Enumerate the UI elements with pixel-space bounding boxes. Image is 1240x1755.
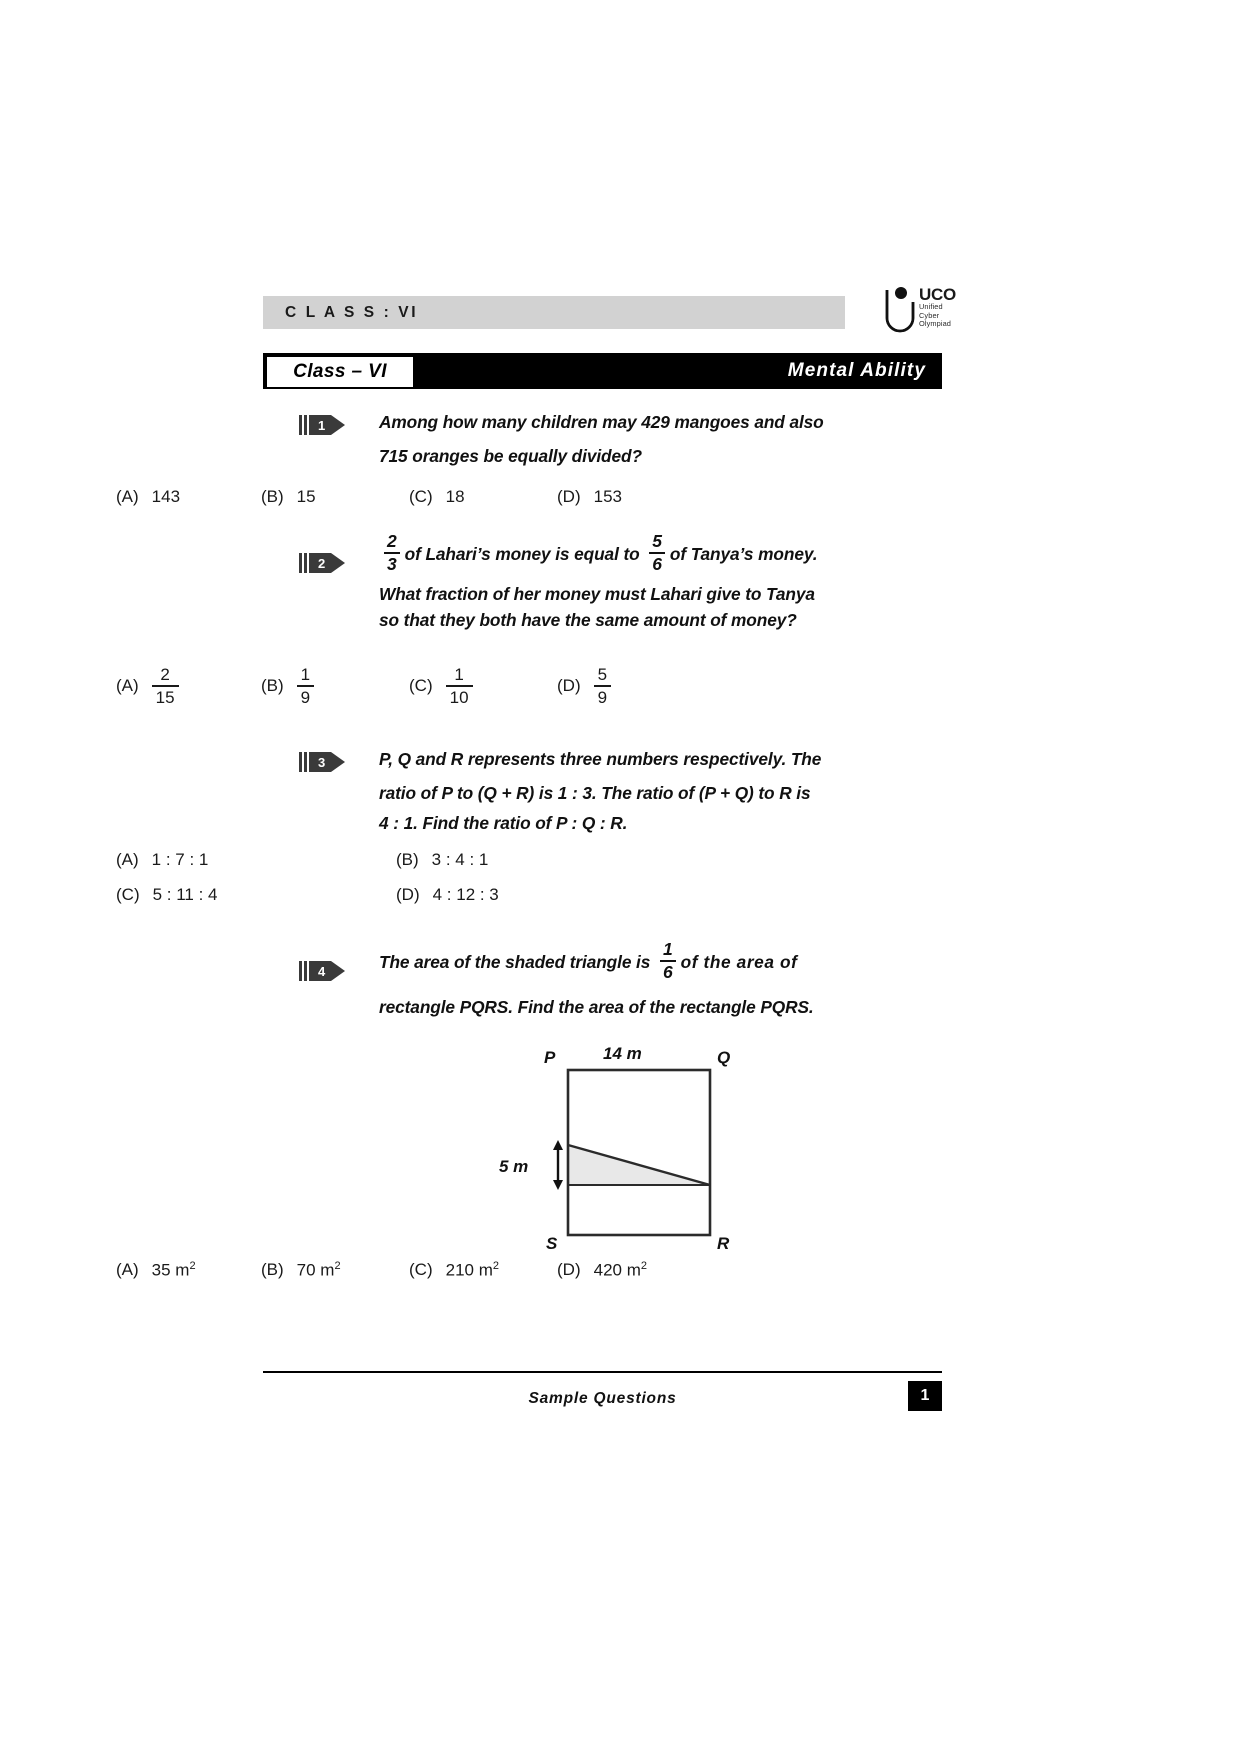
- svg-text:1: 1: [318, 418, 326, 433]
- question-marker-icon: [299, 747, 347, 777]
- option-1-b-value: 15: [296, 487, 316, 506]
- option-1-c[interactable]: [409, 487, 557, 507]
- question-2-body: [379, 530, 942, 633]
- option-4-b-letter: (B): [261, 1260, 284, 1280]
- option-3-c[interactable]: [116, 885, 396, 905]
- width-label: 14 m: [603, 1044, 642, 1063]
- page-number-badge: [908, 1381, 942, 1411]
- option-4-c[interactable]: [409, 1260, 557, 1281]
- height-label: 5 m: [499, 1157, 529, 1176]
- option-4-b[interactable]: [261, 1260, 409, 1281]
- fraction-numerator: 1: [454, 665, 464, 684]
- option-1-d-value: 153: [593, 487, 622, 506]
- question-2-stem-part-2: of Tanya’s money.: [669, 544, 818, 564]
- option-1-a[interactable]: [116, 487, 261, 507]
- uco-logo-line1: Unified: [919, 302, 943, 311]
- option-2-c[interactable]: [409, 666, 557, 706]
- fraction-numerator: 2: [387, 530, 397, 551]
- fraction-numerator: 5: [652, 530, 662, 551]
- option-2-c-value: [446, 666, 473, 706]
- fraction-denominator: 6: [652, 554, 662, 575]
- uco-logo-mark: [879, 285, 915, 337]
- option-3-d-letter: (D): [396, 885, 420, 904]
- class-tag: [267, 357, 413, 387]
- option-4-a[interactable]: [116, 1260, 261, 1281]
- fraction-one-sixth: [660, 938, 676, 983]
- option-2-b-value: [297, 666, 314, 706]
- question-4-stem-line-1: [379, 938, 942, 986]
- vertex-label-r: R: [717, 1234, 730, 1250]
- svg-text:2: 2: [318, 556, 326, 571]
- option-3-b-letter: (B): [396, 850, 419, 869]
- option-1-a-value: 143: [151, 487, 181, 506]
- question-marker-icon: [299, 410, 347, 440]
- option-2-a-letter: (A): [116, 675, 139, 695]
- option-3-d[interactable]: [396, 885, 499, 905]
- fraction-denominator: 10: [449, 687, 469, 707]
- section-title-bar: [263, 353, 942, 389]
- option-3-b[interactable]: [396, 850, 488, 870]
- fraction-denominator: 9: [597, 687, 608, 707]
- option-4-c-letter: (C): [409, 1260, 433, 1280]
- question-4-stem-part-2: of the area of: [680, 952, 798, 972]
- fraction-denominator: 9: [300, 687, 311, 707]
- option-1-b[interactable]: [261, 487, 409, 507]
- question-4-options: [116, 1260, 679, 1281]
- option-4-c-value: 210 $m^2$: [445, 1260, 499, 1280]
- question-marker-icon: [299, 548, 347, 578]
- option-2-d-value: [594, 666, 611, 706]
- option-1-c-value: 18: [445, 487, 465, 506]
- class-band: [263, 296, 845, 329]
- question-2-stem-line-1: [379, 530, 942, 578]
- option-1-d-letter: (D): [557, 487, 581, 506]
- option-3-c-letter: (C): [116, 885, 140, 904]
- fraction-denominator: 6: [662, 962, 673, 983]
- question-1-body: [379, 405, 942, 473]
- footer-divider: [263, 1371, 942, 1373]
- question-1-stem-line-2: 715 oranges be equally divided?: [379, 446, 642, 466]
- option-1-c-letter: (C): [409, 487, 433, 506]
- vertex-label-q: Q: [717, 1048, 731, 1067]
- option-4-a-letter: (A): [116, 1260, 139, 1280]
- option-1-a-letter: (A): [116, 487, 139, 506]
- question-4-stem-line-2: rectangle PQRS. Find the area of the rectangle PQRS.: [379, 997, 814, 1017]
- question-1-options: [116, 487, 679, 507]
- uco-logo-line2: Cyber: [919, 310, 940, 320]
- option-3-b-value: 3 : 4 : 1: [431, 850, 489, 869]
- question-3-options-row-1: [116, 850, 679, 870]
- vertex-label-s: S: [546, 1234, 558, 1250]
- option-3-a-letter: (A): [116, 850, 139, 869]
- question-3-options-row-2: [116, 885, 679, 905]
- option-1-d[interactable]: [557, 487, 622, 507]
- square-unit-superscript: 2: [640, 1260, 647, 1272]
- rectangle-pqrs-figure: [455, 1035, 755, 1250]
- fraction-denominator: 15: [155, 687, 175, 707]
- option-4-d-letter: (D): [557, 1260, 581, 1280]
- question-3-stem-line-1: P, Q and R represents three numbers respectively. The: [379, 749, 822, 769]
- uco-logo-text: [919, 287, 956, 329]
- option-2-a[interactable]: [116, 666, 261, 706]
- square-unit-superscript: 2: [492, 1260, 499, 1272]
- option-4-d-value: 420 $m^2$: [593, 1260, 647, 1280]
- svg-text:4: 4: [318, 964, 326, 979]
- option-2-d-letter: (D): [557, 675, 581, 695]
- footer-label: Sample Questions: [528, 1390, 677, 1407]
- option-3-a[interactable]: [116, 850, 396, 870]
- fraction-denominator: 3: [387, 554, 397, 575]
- arrow-head-up-icon: [553, 1140, 563, 1150]
- option-1-b-letter: (B): [261, 487, 284, 506]
- option-2-d[interactable]: [557, 666, 611, 706]
- square-unit-superscript: 2: [189, 1260, 196, 1272]
- uco-logo-line3: Olympiad: [919, 319, 952, 329]
- class-tag-label: Class – VI: [293, 361, 387, 382]
- subject-title: Mental Ability: [787, 360, 926, 381]
- question-2-stem-part-1: of Lahari’s money is equal to: [404, 544, 640, 564]
- option-2-c-letter: (C): [409, 675, 433, 695]
- vertex-label-p: P: [544, 1048, 556, 1067]
- question-3-stem-line-3: 4 : 1. Find the ratio of P : Q : R.: [379, 813, 628, 833]
- fraction-numerator: 2: [160, 665, 170, 684]
- option-2-a-value: [152, 666, 179, 706]
- question-3-body: [379, 742, 942, 836]
- page-number: 1: [920, 1387, 930, 1404]
- arrow-head-down-icon: [553, 1180, 563, 1190]
- option-4-b-value: 70 $m^2$: [296, 1260, 341, 1280]
- option-3-a-value: 1 : 7 : 1: [151, 850, 209, 869]
- option-4-a-value: 35 $m^2$: [151, 1260, 196, 1280]
- question-4-body: [379, 938, 942, 1024]
- option-3-d-value: 4 : 12 : 3: [432, 885, 499, 904]
- question-marker-icon: [299, 956, 347, 986]
- option-3-c-value: 5 : 11 : 4: [152, 885, 218, 904]
- question-4-stem-part-1: The area of the shaded triangle is: [379, 952, 651, 972]
- uco-logo: [879, 285, 979, 340]
- option-4-d[interactable]: [557, 1260, 647, 1281]
- question-2-stem-line-2: What fraction of her money must Lahari give to Tanya: [379, 584, 815, 604]
- fraction-two-thirds: [384, 530, 400, 575]
- question-2-stem-line-3: so that they both have the same amount of money?: [379, 610, 797, 630]
- fraction-five-sixths: [649, 530, 665, 575]
- question-3-stem-line-2: ratio of P to (Q + R) is 1 : 3. The ratio of (P + Q) to R is: [379, 783, 811, 803]
- uco-logo-brand: UCO: [919, 285, 956, 304]
- option-2-b-letter: (B): [261, 675, 284, 695]
- option-2-b[interactable]: [261, 666, 409, 706]
- page-header: [263, 285, 979, 334]
- question-1-stem-line-1: Among how many children may 429 mangoes and also: [379, 412, 824, 432]
- question-2-options: [116, 666, 679, 706]
- fraction-numerator: 5: [597, 665, 608, 684]
- svg-text:3: 3: [318, 755, 326, 770]
- fraction-numerator: 1: [300, 665, 311, 684]
- square-unit-superscript: 2: [334, 1260, 341, 1272]
- class-band-label: C L A S S : VI: [285, 303, 419, 321]
- fraction-numerator: 1: [662, 938, 673, 959]
